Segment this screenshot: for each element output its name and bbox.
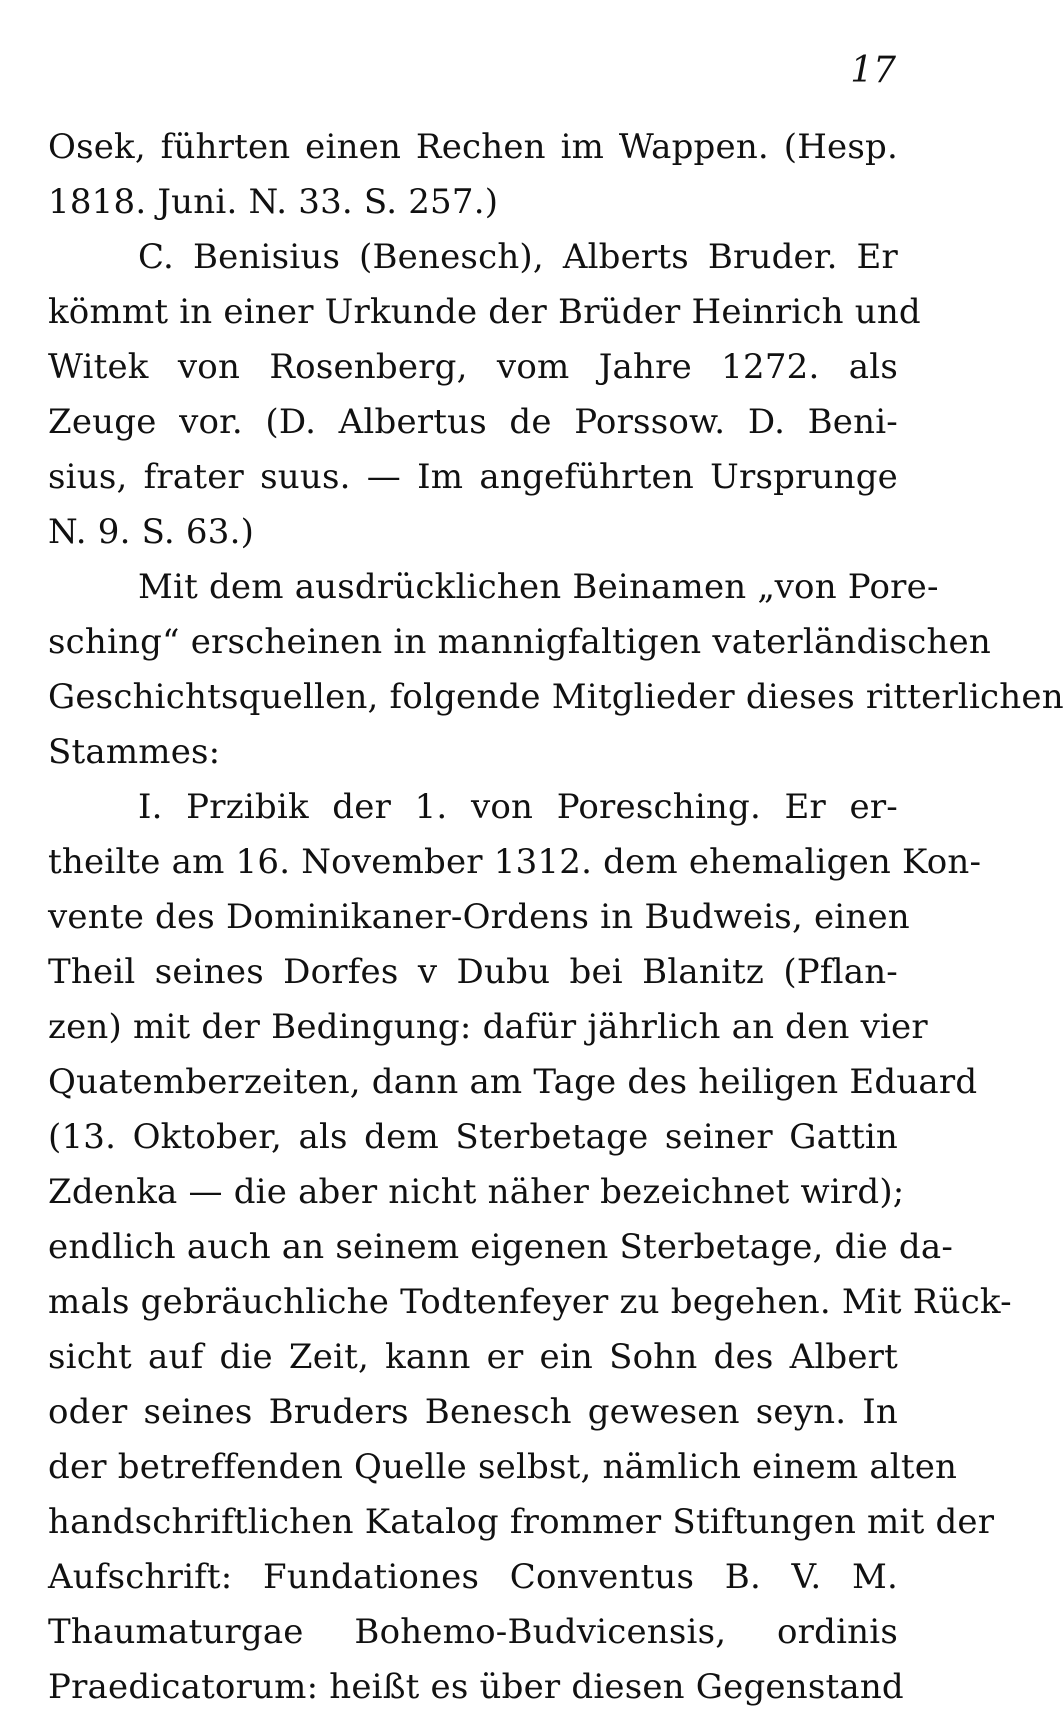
text-line: Theil seines Dorfes v Dubu bei Blanitz (Pflan- xyxy=(48,952,898,992)
text-line: sius, frater suus. — Im angeführten Ursprunge xyxy=(48,457,898,497)
text-line: Praedicatorum: heißt es über diesen Gegenstand xyxy=(48,1667,904,1707)
text-line: handschriftlichen Katalog frommer Stiftungen mit der xyxy=(48,1502,995,1542)
text-line: 1818. Juni. N. 33. S. 257.) xyxy=(48,182,499,222)
text-line: Mit dem ausdrücklichen Beinamen „von Pore- xyxy=(138,567,939,607)
text-line: oder seines Bruders Benesch gewesen seyn. In xyxy=(48,1392,898,1432)
text-line: zen) mit der Bedingung: dafür jährlich an den vier xyxy=(48,1007,928,1047)
text-line: I. Przibik der 1. von Poresching. Er er- xyxy=(138,787,898,827)
text-line: Zdenka — die aber nicht näher bezeichnet wird); xyxy=(48,1172,905,1212)
text-line: sicht auf die Zeit, kann er ein Sohn des Albert xyxy=(48,1337,898,1377)
text-line: N. 9. S. 63.) xyxy=(48,512,255,552)
text-line: vente des Dominikaner-Ordens in Budweis, einen xyxy=(48,897,910,937)
text-line: Stammes: xyxy=(48,732,221,772)
text-line: Quatemberzeiten, dann am Tage des heiligen Eduard xyxy=(48,1062,978,1102)
text-line: Zeuge vor. (D. Albertus de Porssow. D. Beni- xyxy=(48,402,898,442)
text-line: der betreffenden Quelle selbst, nämlich einem alten xyxy=(48,1447,958,1487)
text-line: Witek von Rosenberg, vom Jahre 1272. als xyxy=(48,347,898,387)
text-line: theilte am 16. November 1312. dem ehemaligen Kon- xyxy=(48,842,982,882)
text-line: Aufschrift: Fundationes Conventus B. V. M. xyxy=(48,1557,898,1597)
text-line: C. Benisius (Benesch), Alberts Bruder. Er xyxy=(138,237,898,277)
text-line: endlich auch an seinem eigenen Sterbetage, die da- xyxy=(48,1227,954,1267)
text-line: Osek, führten einen Rechen im Wappen. (Hesp. xyxy=(48,127,898,167)
text-line: sching“ erscheinen in mannigfaltigen vaterländischen xyxy=(48,622,991,662)
body-text xyxy=(48,120,1064,1715)
text-line: mals gebräuchliche Todtenfeyer zu begehen. Mit Rück- xyxy=(48,1282,1012,1322)
text-line: (13. Oktober, als dem Sterbetage seiner Gattin xyxy=(48,1117,898,1157)
text-line: Geschichtsquellen, folgende Mitglieder dieses ritterlichen xyxy=(48,677,1064,717)
text-line: kömmt in einer Urkunde der Brüder Heinrich und xyxy=(48,292,921,332)
text-line: Thaumaturgae Bohemo-Budvicensis, ordinis xyxy=(48,1612,898,1652)
page-number: 17 xyxy=(850,50,896,91)
